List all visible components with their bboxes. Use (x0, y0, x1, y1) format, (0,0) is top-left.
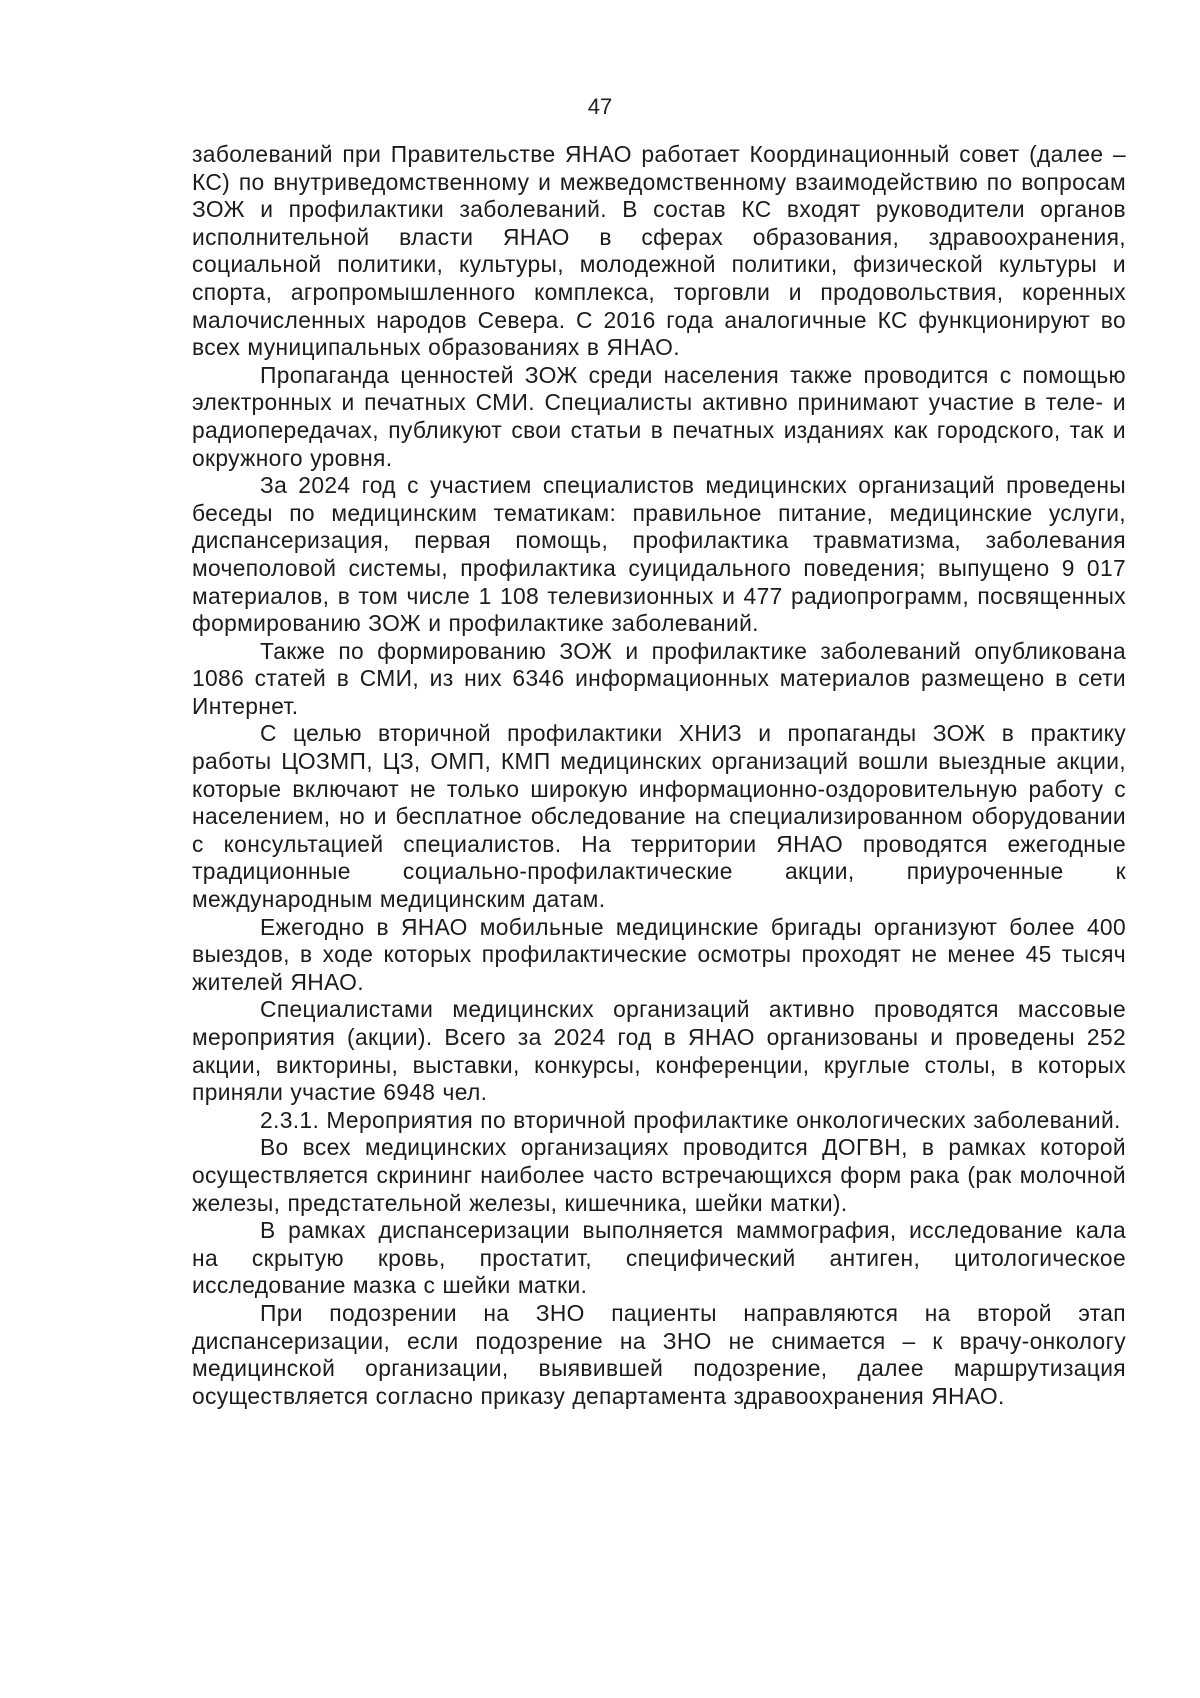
section-heading-2-3-1: 2.3.1. Мероприятия по вторичной профилактике онкологических заболеваний. (260, 1106, 1121, 1133)
paragraph-publications: Также по формированию ЗОЖ и профилактике заболеваний опубликована 1086 статей в СМИ, из них 6346 информационных материалов размещено в сети Интернет. (192, 637, 1126, 719)
paragraph-outreach-actions: С целью вторичной профилактики ХНИЗ и пропаганды ЗОЖ в практику работы ЦОЗМП, ЦЗ, ОМП, КМП медицинских организаций вошли выездные акции, которые включают не только широкую информационно-оздоровительную работу с населением, но и бесплатное обследование на специализированном оборудовании с консультацией специалистов. На территории ЯНАО проводятся ежегодные традиционные социально-профилактические акции, приуроченные к международным медицинским датам. (192, 720, 1126, 913)
paragraph-mobile-brigades: Ежегодно в ЯНАО мобильные медицинские бригады организуют более 400 выездов, в ходе которых профилактические осмотры проходят не менее 45 тысяч жителей ЯНАО. (192, 913, 1126, 995)
paragraph-media-propaganda: Пропаганда ценностей ЗОЖ среди населения также проводится с помощью электронных и печатных СМИ. Специалисты активно принимают участие в теле- и радиопередачах, публикуют свои статьи в печатных изданиях как городского, так и окружного уровня. (192, 361, 1126, 471)
paragraph-dispensary-tests: В рамках диспансеризации выполняется маммография, исследование кала на скрытую кровь, простатит, специфический антиген, цитологическое исследование мазка с шейки матки. (192, 1217, 1126, 1299)
paragraph-cancer-screening: Во всех медицинских организациях проводится ДОГВН, в рамках которой осуществляется скрининг наиболее часто встречающихся форм рака (рак молочной железы, предстательной железы, кишечника, шейки матки). (192, 1134, 1126, 1216)
document-body (192, 141, 1126, 1410)
paragraph-mass-events: Специалистами медицинских организаций активно проводятся массовые мероприятия (акции). Всего за 2024 год в ЯНАО организованы и проведены 252 акции, викторины, выставки, конкурсы, конференции, круглые столы, в которых приняли участие 6948 чел. (192, 996, 1126, 1106)
paragraph-coordination-council: заболеваний при Правительстве ЯНАО работает Координационный совет (далее – КС) по внутриведомственному и межведомственному взаимодействию по вопросам ЗОЖ и профилактики заболеваний. В состав КС входят руководители органов исполнительной власти ЯНАО в сферах образования, здравоохранения, социальной политики, культуры, молодежной политики, физической культуры и спорта, агропромышленного комплекса, торговли и продовольствия, коренных малочисленных народов Севера. С 2016 года аналогичные КС функционируют во всех муниципальных образованиях в ЯНАО. (192, 141, 1126, 361)
paragraph-oncology-routing: При подозрении на ЗНО пациенты направляются на второй этап диспансеризации, если подозрение на ЗНО не снимается – к врачу-онкологу медицинской организации, выявившей подозрение, далее маршрутизация осуществляется согласно приказу департамента здравоохранения ЯНАО. (192, 1299, 1126, 1409)
page-number: 47 (587, 94, 613, 119)
paragraph-2024-conversations: За 2024 год с участием специалистов медицинских организаций проведены беседы по медицинским тематикам: правильное питание, медицинские услуги, диспансеризация, первая помощь, профилактика травматизма, заболевания мочеполовой системы, профилактика суицидального поведения; выпущено 9 017 материалов, в том числе 1 108 телевизионных и 477 радиопрограмм, посвященных формированию ЗОЖ и профилактике заболеваний. (192, 472, 1126, 637)
